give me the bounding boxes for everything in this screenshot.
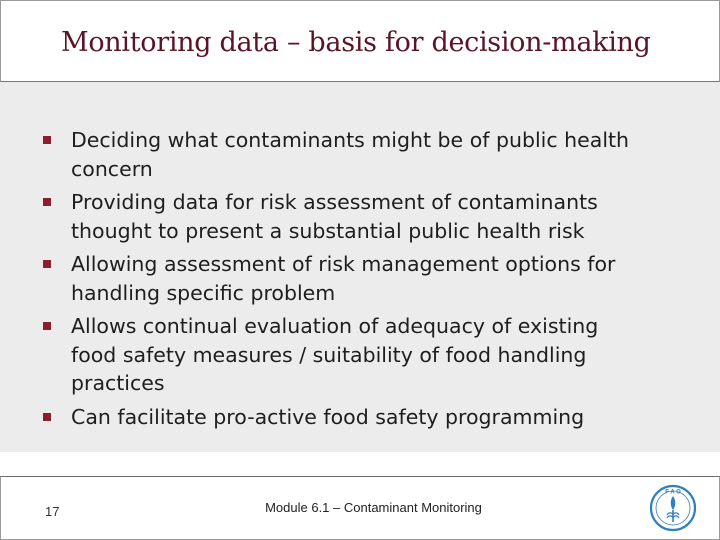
title-bar: [0, 0, 720, 82]
square-bullet-icon: [43, 322, 51, 330]
bullet-line: thought to present a substantial public health risk: [71, 218, 585, 243]
bullet-line: concern: [71, 156, 153, 181]
square-bullet-icon: [43, 136, 51, 144]
slide-title: Monitoring data – basis for decision-making: [61, 27, 651, 58]
bullet-item: [40, 126, 680, 183]
bullet-line: Can facilitate pro-active food safety programming: [71, 404, 585, 429]
bullet-item: [40, 188, 680, 245]
svg-text:F A O: F A O: [665, 489, 681, 496]
bullet-line: practices: [71, 371, 165, 395]
footer: [0, 476, 720, 540]
bullet-line: food safety measures / suitability of food handling: [71, 342, 587, 367]
bullet-line: handling specific problem: [71, 280, 336, 305]
bullet-line: Allows continual evaluation of adequacy of existing: [71, 314, 599, 338]
bullet-item: [40, 250, 680, 307]
page-number: 17: [45, 504, 60, 519]
bullet-line: Providing data for risk assessment of contaminants: [71, 190, 598, 214]
square-bullet-icon: [43, 198, 51, 206]
content-area: [0, 82, 720, 452]
module-label: Module 6.1 – Contaminant Monitoring: [265, 500, 482, 515]
square-bullet-icon: [43, 413, 51, 421]
bullet-item: [40, 403, 680, 432]
bullet-item: [40, 312, 680, 398]
square-bullet-icon: [43, 260, 51, 268]
bullet-line: Allowing assessment of risk management options for: [71, 252, 616, 276]
fao-logo-icon: [649, 484, 697, 532]
bullet-list: [40, 126, 680, 436]
bullet-line: Deciding what contaminants might be of public health: [71, 128, 630, 152]
